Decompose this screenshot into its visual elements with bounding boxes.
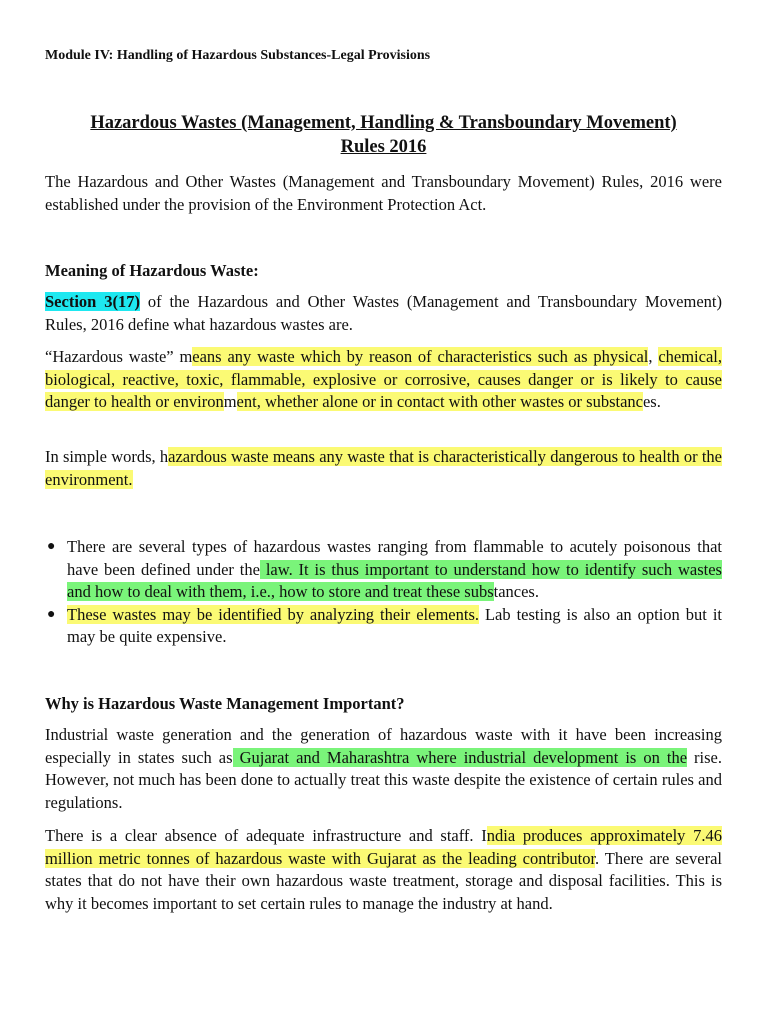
title-line-2: Rules 2016 [340,137,427,157]
bullet-list [45,536,722,649]
why-paragraph-1 [45,724,722,814]
why-p2-highlight: ndia produces approximately 7.46 million metric tonnes of hazardous waste with Gujarat as the leading contributor [45,826,722,868]
definition-text-comma: , [648,347,659,366]
bullet-item-2 [45,604,722,649]
why-p1-highlight: Gujarat and Maharashtra where industrial development is on the [232,747,688,767]
bullet-item-1 [45,536,722,604]
definition-text-end: es. [642,392,661,411]
bullet-1-highlight: law. It is thus important to understand how to identify such wastes and how to deal with them, i.e., how to store and treat these subs [67,559,722,601]
simple-highlight-2: r the environment. [45,447,723,489]
bullet-icon: ● [47,606,56,622]
definition-highlight-2: chemical, biological, reactive, toxic, flammable, explosive or corrosive, causes danger or is likely to cause danger to health or environ [45,347,722,411]
document-title [45,111,722,159]
definition-text-m: m [223,392,237,411]
simple-words-paragraph [45,446,722,491]
why-p1-text: Industrial waste generation and the generation of hazardous waste with it have been increasing especially in states such as [45,725,722,767]
definition-highlight-3: ent, whether alone or in contact with other wastes o [236,392,577,411]
why-paragraph-2 [45,825,722,915]
simple-text-start: In simple words, h [45,447,169,466]
module-header: Module IV: Handling of Hazardous Substances-Legal Provisions [45,48,431,63]
definition-paragraph [45,346,722,414]
title-line-1: Hazardous Wastes (Management, Handling & Transboundary Movement) [90,113,677,133]
simple-highlight: azardous waste means any waste that is characteristically dangerous to health o [168,447,693,466]
intro-paragraph: The Hazardous and Other Wastes (Management and Transboundary Movement) Rules, 2016 were established under the provision of the Environment Protection Act. [45,172,722,214]
definition-text-start: “Hazardous waste” m [45,347,193,366]
why-p1-text-end: rise. However, not much has been done to actually treat this waste despite the existence of certain rules and regulations. [45,747,723,812]
definition-highlight-4: r substanc [576,392,643,411]
bullet-icon: ● [47,539,56,554]
bullet-2-highlight: These wastes may be identified by analyzing their elements. [67,604,479,624]
why-heading: Why is Hazardous Waste Management Important? [45,694,405,713]
why-p2-text: There is a clear absence of adequate infrastructure and staff. I [45,826,487,845]
bullet-2-text: Lab testing is also an option but it may be quite expensive. [67,604,722,646]
meaning-heading: Meaning of Hazardous Waste: [45,261,259,280]
definition-highlight-1: eans any waste which by reason of characteristics such as physical [192,347,649,366]
bullet-1-text-end: tances. [493,582,539,601]
bullet-1-text: There are several types of hazardous wastes ranging from flammable to acutely poisonous that have been defined under the [67,537,722,579]
section-reference: Section 3(17) [45,292,140,311]
section-text: of the Hazardous and Other Wastes (Management and Transboundary Movement) Rules, 2016 define what hazardous wastes are. [45,292,722,334]
section-paragraph [45,291,722,336]
why-p2-text-end: . There are several states that do not have their own hazardous waste treatment, storage and disposal facilities. This is why it becomes important to set certain rules to manage the industry at hand. [45,848,722,913]
